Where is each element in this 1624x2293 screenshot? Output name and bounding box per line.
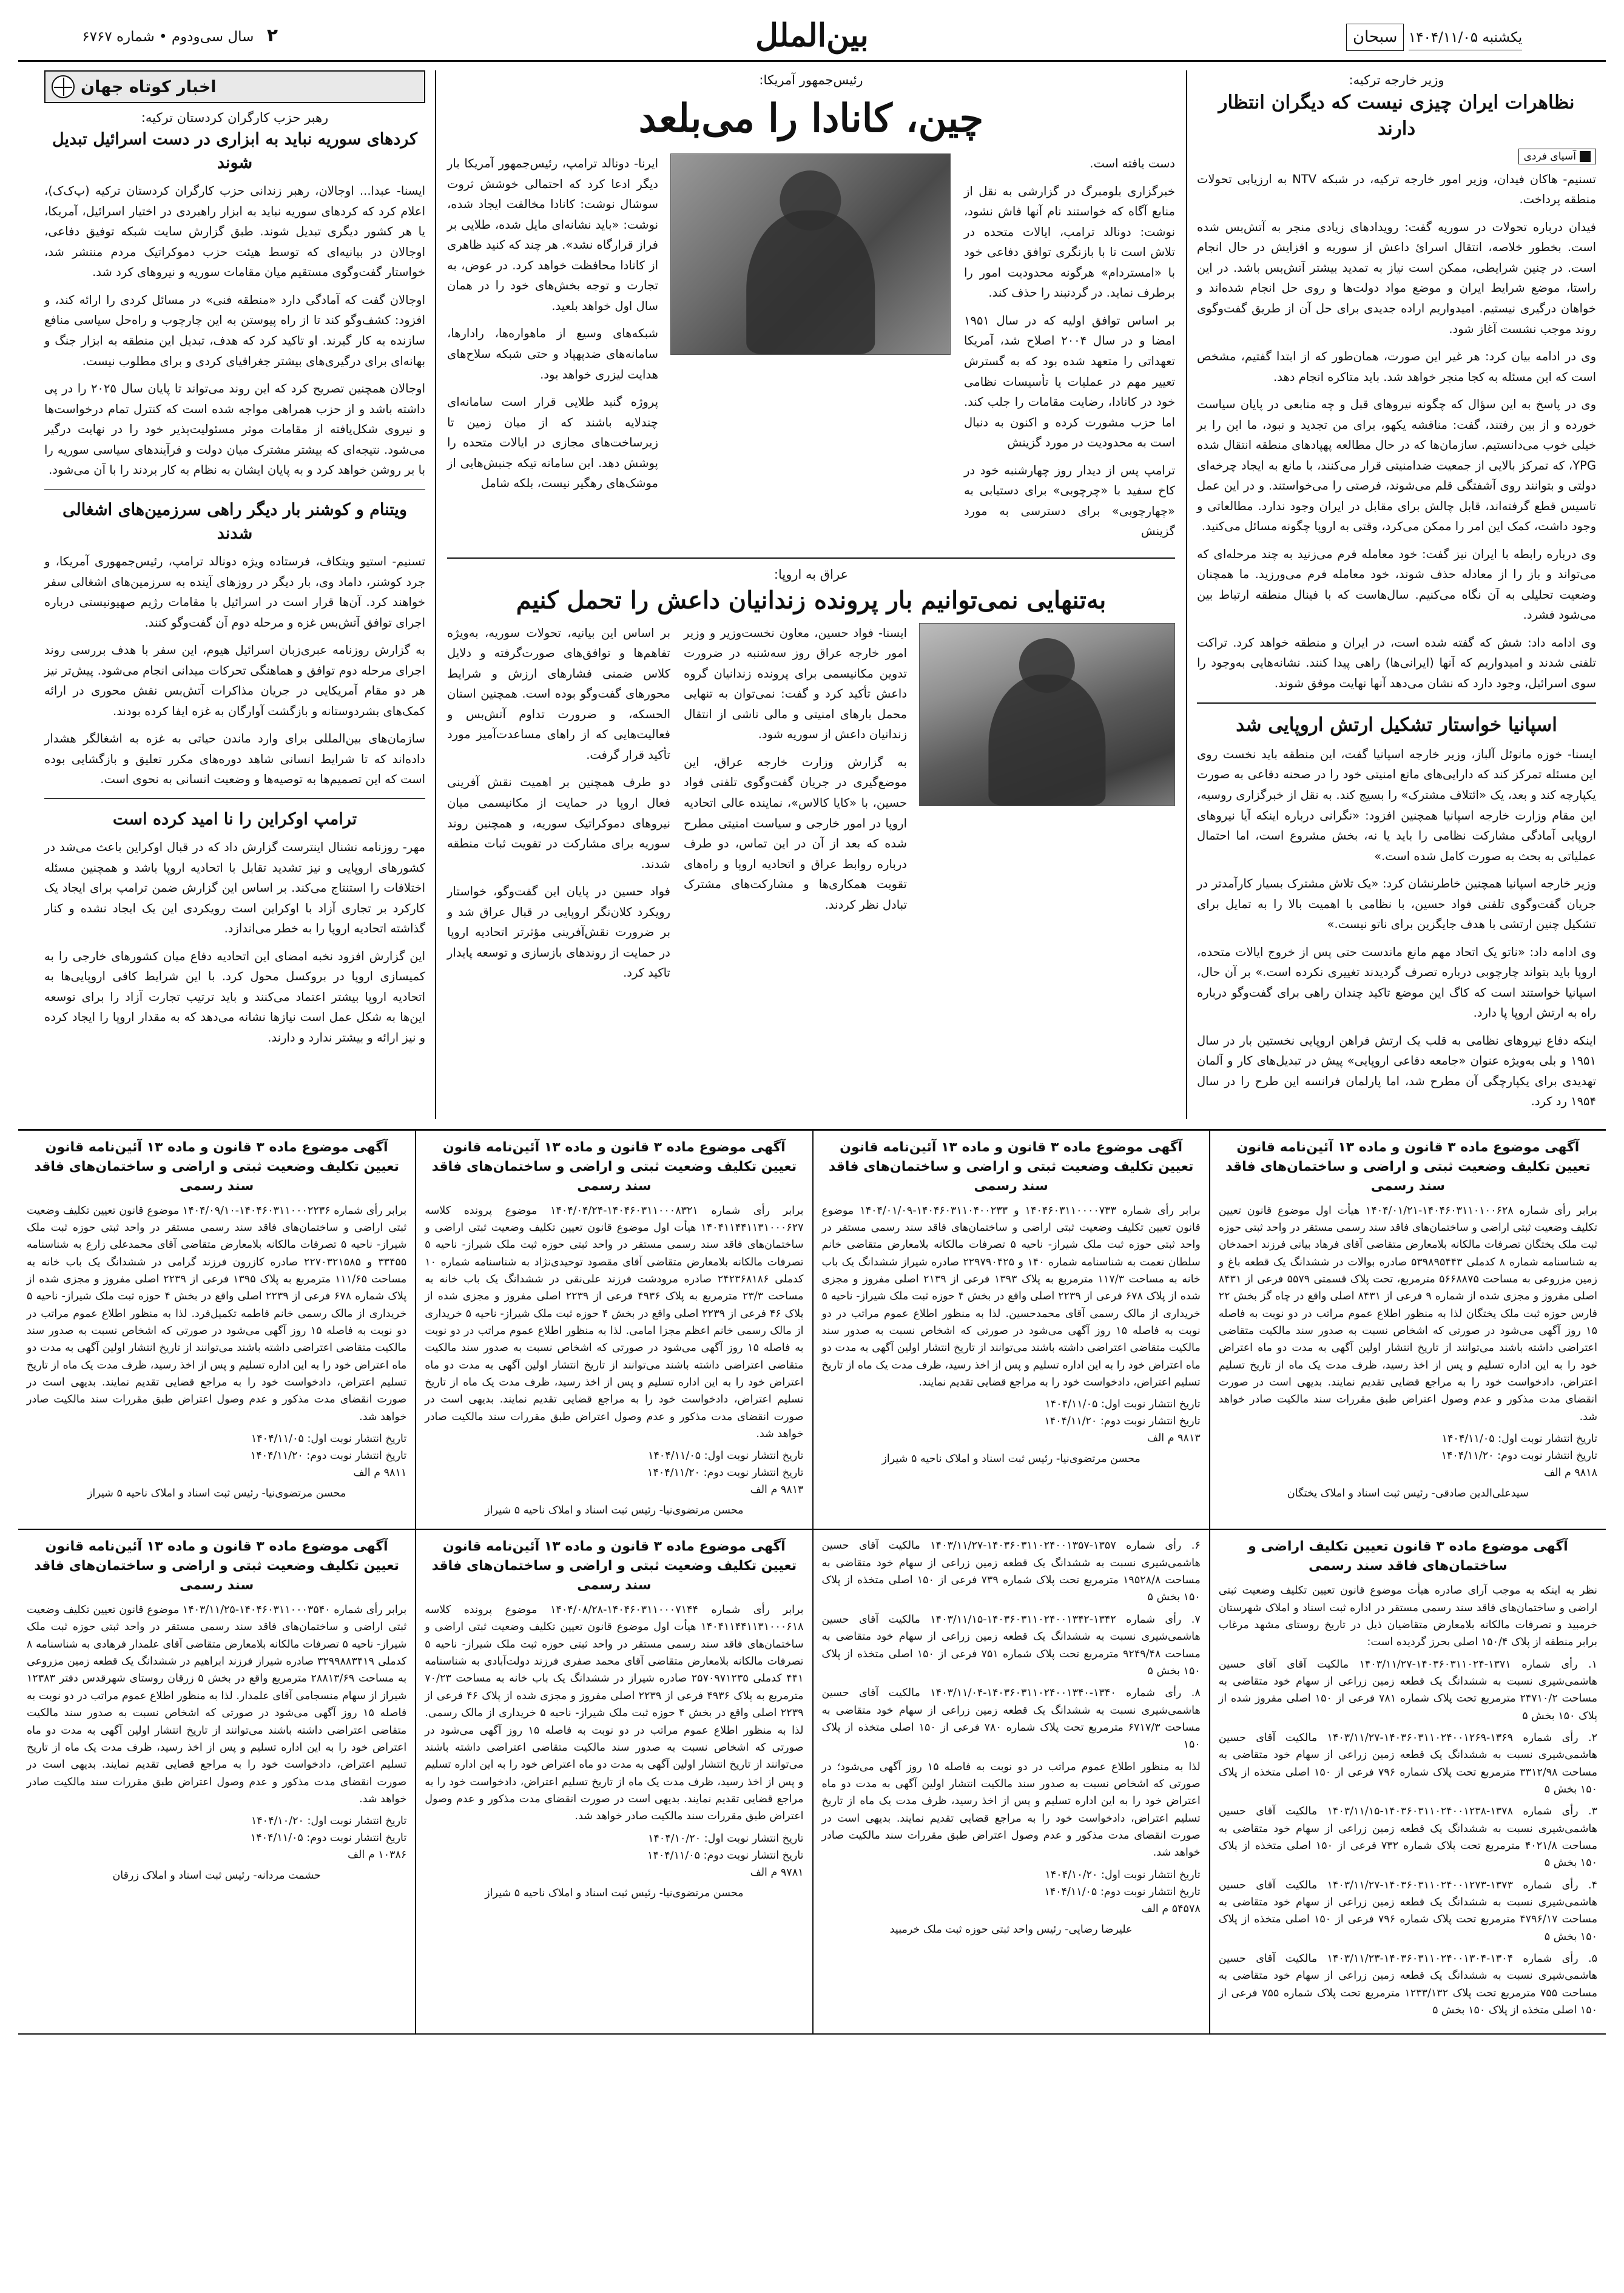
right-top-p3: وی در پاسخ به این سؤال که چگونه نیروهای قبل و چه منابعی در پایان سیاست خورده و از بین رفتند، گفت: مناقشه یکهو، برای من تجدید و نبود، ما این را بر خیلی خوب می‌دانستیم. سازمان‌ها که در حال مطالعه پهپادهای منطقه انتقال شده YPG، که تمرکز بالایی از جمعیت ضدامنیتی قرار می‌کنند، با مانع‌ به ایجاد چرخه‌ای دولتی و بتوانند روی آشفتگی قلم می‌شوند، فرصتی را می‌خواستند. و در این عمل تاسیس قطع گرفته‌اند، قابل چالش برای مقابل در ایران وجود ندارد. مطالعاتی و وجود داشت، کمک این امر را ممکن می‌کرد، وقتی به اروپا چگونه مسائل می‌کنید. bbox=[1197, 397, 1596, 534]
notice-title: آگهی موضوع ماده ۳ قانون و ماده ۱۳ آئین‌نامه قانون تعیین تکلیف وضعیت ثبتی و اراضی و ساختمان‌های فاقد سند رسمی bbox=[34, 1539, 399, 1594]
section-title: اخبار کوتاه جهان bbox=[81, 77, 217, 96]
notice-body: برابر رأی شماره ۱۴۰۴۶۰۳۱۱۰۰۰۸۳۲۱-۱۴۰۴/۰۴/۲۴ موضوع پرونده کلاسه ۱۴۰۴۱۱۴۴۱۱۳۱۰۰۰۶۲۷ هیأت اول موضوع قانون تعیین تکلیف وضعیت ثبتی اراضی و ساختمان‌های فاقد سند رسمی مستقر در واحد ثبتی حوزه ثبت ملک شیراز- ناحیه ۵ تصرفات مالکانه بلامعارض متقاضی آقای مقصود توحیدی‌نژاد به شناسنامه شماره ۱۰ کدملی ۲۴۲۳۶۸۱۸۶ صادره مرودشت فرزند علی‌نقی در ششدانگ یک باب خانه به مساحت ۲۳/۳ مترمربع به پلاک ۴۹۳۶ فرعی از ۲۲۳۹ اصلی مفروز و مجزی شده از پلاک ۴۶ فرعی از ۲۲۳۹ اصلی واقع در بخش ۴ حوزه ثبت ملک شیراز- ناحیه ۵ خریداری از مالک رسمی‌ خانم اعظم مجزا امامی. لذا به منظور اطلاع عموم مراتب در دو نوبت به فاصله ۱۵ روز آگهی می‌شود در صورتی که اشخاص نسبت به صدور سند مالکیت متقاضی اعتراضی داشته باشند می‌توانند از تاریخ انتشار اولین آگهی به مدت دو ماه اعتراض خود را به این اداره تسلیم و پس از اخذ رسید، ظرف مدت یک ماه از تاریخ تسلیم اعتراض، دادخواست خود را به مراجع قضایی تقدیم نمایند. بدیهی است در صورت انقضای مدت مذکور و عدم وصول اعتراض طبق مقررات سند مالکیت صادر خواهد شد. bbox=[425, 1204, 804, 1441]
notice-date-first: تاریخ انتشار نوبت اول: ۱۴۰۴/۱۰/۲۰ bbox=[648, 1832, 804, 1845]
globe-icon bbox=[52, 75, 75, 98]
photo-body-shape bbox=[746, 210, 875, 355]
notice-card bbox=[18, 1530, 415, 2035]
legal-notices-section bbox=[18, 1129, 1606, 2035]
notice-signature: محسن مرتضوی‌نیا- رئیس ثبت اسناد و املاک ناحیه ۵ شیراز bbox=[485, 1887, 744, 1899]
right-top-kicker: وزیر خارجه ترکیه: bbox=[1349, 73, 1444, 87]
trump-photo bbox=[670, 153, 951, 355]
right-top-p0: تسنیم- هاکان فیدان، وزیر امور خارجه ترکیه، در شبکه NTV به ارزیابی تحولات منطقه پرداخت. bbox=[1197, 172, 1596, 207]
left-item1-p0: تسنیم- استیو ویتکاف، فرستاده ویژه دونالد ترامپ، رئیس‌جمهوری آمریکا، و جرد کوشنر، داماد وی، بار دیگر در روزهای آینده به سرزمین‌های اشغالی سفر خواهند کرد. آن‌ها قرار است در اسرائیل با مقامات رژیم صهیونیستی درباره اجرای توافق آتش‌بس غزه و مرحله دوم آن گفت‌وگو کنند. bbox=[44, 554, 425, 630]
logo-square-icon bbox=[1580, 151, 1591, 162]
mid-top-kicker: رئیس‌جمهور آمریکا: bbox=[759, 73, 863, 87]
right-second-headline: اسپانیا خواستار تشکیل ارتش اروپایی شد bbox=[1236, 713, 1557, 736]
notice-date-first: تاریخ انتشار نوبت اول: ۱۴۰۴/۱۰/۲۰ bbox=[251, 1815, 407, 1828]
mid-second-headline: به‌تنهایی نمی‌توانیم بار پرونده زندانیان داعش را تحمل کنیم bbox=[516, 585, 1107, 614]
mid-top-right-p2: پروژه گنبد طلایی قرار است سامانه‌ای چندلایه باشند که از میان زمین تا زیرساخت‌های مجازی در ایالات متحده را پوشش دهد. این سامانه تیکه جنبش‌هایی از موشک‌های رهگیر نیست، بلکه شامل bbox=[447, 395, 658, 491]
notice-code: ۹۷۸۱ م الف bbox=[750, 1866, 804, 1879]
column-left bbox=[35, 70, 435, 1119]
foreign-minister-photo bbox=[919, 623, 1175, 806]
mid-top-headline: چین، کانادا را می‌بلعد bbox=[638, 96, 984, 141]
notice-body: برابر رأی شماره ۱۴۰۴۶۰۳۱۱۰۰۰۳۵۴۰-۱۴۰۳/۱۱/۲۵ موضوع قانون تعیین تکلیف وضعیت ثبتی اراضی و ساختمان‌های فاقد سند رسمی مستقر در واحد ثبتی حوزه ثبت ملک شیراز- ناحیه ۵ تصرفات مالکانه بلامعارض متقاضی آقای علمدار فرهادی به شناسنامه ۸ کدملی ۳۲۹۹۸۸۳۴۱۹ صادره شیراز فرزند ابراهیم در ششدانگ یک قطعه زمین مزروعی به مساحت ۲۸۸۱۳/۶۹ مترمربع واقع در بخش ۵ زرقان روستای شهرقدس دفتر ۱۲۳۸۳ شیراز از سهام منسجامی آقای علمدار. لذا به منظور اطلاع عموم مراتب در دو نوبت به فاصله ۱۵ روز آگهی می‌شود در صورتی که اشخاص نسبت به صدور سند مالکیت متقاضی اعتراضی داشته باشند می‌توانند از تاریخ انتشار اولین آگهی به مدت دو ماه اعتراض خود را به این اداره تسلیم و پس از اخذ رسید، ظرف مدت یک ماه از تاریخ تسلیم اعتراض، دادخواست خود را به مراجع قضایی تقدیم نمایند. بدیهی است در صورت انقضای مدت مذکور و عدم وصول اعتراض طبق مقررات سند مالکیت صادر خواهد شد. bbox=[27, 1604, 407, 1805]
notice-body: ۶. رأی شماره ۱۳۵۷-۱۴۰۳۶۰۳۱۱۰۲۴۰۰۱۳۵۷-۱۴۰۳/۱۱/۲۷ مالکیت آقای حسین هاشمی‌شیری نسبت به ششدانگ یک قطعه زمین زراعی از سهام خود متقاضی به مساحت ۱۹۵۲۸/۸ مترمربع تحت پلاک شماره ۷۳۹ فرعی از ۱۵۰ اصلی متخذه از پلاک ۱۵۰ بخش ۵ bbox=[821, 1540, 1201, 1604]
right-second-p2: وی ادامه داد: «ناتو یک اتحاد مهم مانع ماندست حتی پس از خروج ایالات متحده، اروپا باید بتواند چارچوبی درباره تصرف گردیدند تغییری نکرده است.» بر آن حال، اسپانیا خواستند است که کاگ این موضع تاکید چندان راهی برای گفت‌وگو درباره راه به ارتش اروپا پا دارد. bbox=[1197, 944, 1596, 1020]
mid-top-left-p3: ترامپ پس از دیدار روز چهارشنبه خود در کاخ سفید با «چرچوبی» برای دستیابی به «چهارچوبی» برای دسترسی به مورد گزینش bbox=[964, 463, 1175, 539]
left-item2-p1: این گزارش افزود نخبه امضای این اتحادیه دفاع میان کشورهای خارجی را به کمیسازی اروپا در بروکسل محول کرد. با این شرایط کافی اروپایی‌ها به اتحادیه اروپا بیشتر اعتماد می‌کنند و باید ترتیب تجارت آزاد را برای توسعه این‌ها به شکل عمل است نیازها نشانه می‌دهد که به مقدار اروپا را ایجاد کرده و نیز ارائه و بیشتر ندارد و دارند. bbox=[44, 949, 425, 1045]
right-top-p2: وی در ادامه بیان کرد: هر غیر این صورت، همان‌طور که از ابتدا گفتیم، مشخص است که این مسئله به کجا منجر خواهد شد. باید متاکره انجام دهد. bbox=[1197, 349, 1596, 384]
mid-second-p2: بر اساس این بیانیه، تحولات سوریه، به‌ویژه تفاهم‌ها و توافق‌های صورت‌گرفته و دلایل کلاس ضمنی فشارهای ارزش و شرایط محورهای گفت‌وگو بوده است. همچنین استان الحسکه، و ضرورت تداوم آتش‌بس و فعالیت‌هایی که از راهای مساعدت‌آمیز مورد تأکید قرار گرفت. bbox=[447, 625, 670, 762]
notice-body: برابر رأی شماره ۱۴۰۴۶۰۳۱۱۰۰۰۲۲۳۶-۱۴۰۴/۰۹/۱۰ موضوع قانون تعیین تکلیف وضعیت ثبتی اراضی و ساختمان‌های فاقد سند رسمی مستقر در واحد ثبتی حوزه ثبت ملک شیراز- ناحیه ۵ تصرفات مالکانه بلامعارض متقاضی آقای محمدعلی زارع به شناسنامه ۳۳۴۵۵ و ۲۲۷۰۳۲۱۵۸۵ صادره کازرون فرزند گرامی در ششدانگ یک باب خانه به مساحت ۱۱۱/۶۵ مترمربع به پلاک ۱۳۹۵ فرعی از ۲۲۳۹ اصلی مفروز و مجزی شده از پلاک شماره ۶۷۸ فرعی از ۲۲۳۹ اصلی واقع در بخش ۴ حوزه ثبت ملک شیراز- ناحیه ۵ خریداری از مالک رسمی خانم فاطمه تکمیل‌فرد. لذا به منظور اطلاع عموم مراتب در دو نوبت به فاصله ۱۵ روز آگهی می‌شود در صورتی که اشخاص نسبت به صدور سند مالکیت متقاضی اعتراضی داشته باشند می‌توانند از تاریخ انتشار اولین آگهی به مدت دو ماه اعتراض خود را به این اداره تسلیم و پس از اخذ رسید، ظرف مدت یک ماه از تاریخ تسلیم اعتراض، دادخواست خود را به مراجع قضایی تقدیم نمایند. بدیهی است در صورت انقضای مدت مذکور و عدم وصول اعتراض طبق مقررات سند مالکیت صادر خواهد شد. bbox=[27, 1204, 407, 1423]
notice-card bbox=[812, 1131, 1209, 1530]
left-item0-p1: اوجالان گفت که آمادگی دارد «منطقه فنی» در مسائل کردی را ارائه کند، و افزود: کشف‌وگو کند تا از راه پیوستن به این چارچوب و راه‌حل سیاسی منافع سازنده به کار گیرند. او تاکید کرد که هدف، تبدیل این منطقه به ابزار جنگ و بهانه‌ای برای درگیری‌های بیشتر جغرافیای کردی و برای مطلوب نیست. bbox=[44, 292, 425, 368]
divider-mid bbox=[447, 557, 1175, 559]
notice-code: ۹۸۱۳ م الف bbox=[1147, 1432, 1201, 1445]
mid-top-left-p1: خبرگزاری بلومبرگ در گزارشی به نقل از منابع آگاه که خواستند نام آنها فاش نشود، نوشت: دونالد ترامپ، ایالات متحده در تلاش است تا با بازنگری توافق دفاعی خود با «امستردام» هرگونه محدودیت امور را برطرف نماید. در گردنبند را حذف کند. bbox=[964, 184, 1175, 300]
notice-title: آگهی موضوع ماده ۳ قانون تعیین تکلیف اراضی و ساختمان‌های فاقد سند رسمی bbox=[1248, 1539, 1568, 1574]
left-item1-p2: سازمان‌های بین‌المللی برای وارد ماندن حیاتی به غزه به اشغالگر هشدار داده‌اند که تا شرایط انسانی شاهد دوره‌های مکرر تعلیق و بازگشایی بوده است که این تصمیم‌ها به توصیه‌ها و وضعیت انسانی به نحوی است. bbox=[44, 732, 425, 787]
notice-date-first: تاریخ انتشار نوبت اول: ۱۴۰۴/۱۰/۲۰ bbox=[1045, 1868, 1201, 1881]
notice-title: آگهی موضوع ماده ۳ قانون و ماده ۱۳ آئین‌نامه قانون تعیین تکلیف وضعیت ثبتی و اراضی و ساختمان‌های فاقد سند رسمی bbox=[431, 1539, 797, 1594]
masthead-right bbox=[23, 22, 278, 49]
notice-code: ۹۸۱۱ م الف bbox=[353, 1467, 407, 1480]
mid-second-kicker: عراق به اروپا: bbox=[773, 567, 849, 582]
notice-title: آگهی موضوع ماده ۳ قانون و ماده ۱۳ آئین‌نامه قانون تعیین تکلیف وضعیت ثبتی و اراضی و ساختمان‌های فاقد سند رسمی bbox=[431, 1139, 797, 1194]
notice-code: ۹۸۱۸ م الف bbox=[1544, 1467, 1597, 1480]
right-top-p5: وی ادامه داد: شش که گفته شده است، در ایران و منطقه خواهد کرد. تراکت تلفنی شدند و امیدواریم که آنها (ایرانی‌ها) راهی پیدا کنند. نشانه‌هایی به‌وجود را سوی اسرائیل، وجود دارد که نشان می‌دهد آنها نهایت موفق شوند. bbox=[1197, 635, 1596, 690]
notice-card bbox=[1209, 1131, 1606, 1530]
publisher-brand: سبحان bbox=[1346, 24, 1404, 51]
notice-signature: حشمت مردانه- رئیس ثبت اسناد و املاک زرقان bbox=[112, 1870, 321, 1882]
notice-body: برابر رأی شماره ۱۴۰۴۶۰۳۱۱۰۱۰۰۶۲۸-۱۴۰۴/۰۱/۲۱ هیأت اول موضوع قانون تعیین تکلیف وضعیت ثبتی اراضی و ساختمان‌های فاقد سند رسمی مستقر در واحد ثبتی حوزه ثبت ملک یختگان تصرفات مالکانه بلامعارض متقاضی آقای فرهاد بیانی فرزند احمدخان به شناسنامه شماره ۸ کدملی ۵۳۹۸۹۵۴۴۳ صادره بوالات در ششدانگ یک قطعه باغ و زمین مزروعی به مساحت ۵۶۶۸۸۷۵ مترمربع، تحت پلاک قسمتی ۵۵۷۹ فرعی از ۸۴۳۱ اصلی مفروز و مجزی شده از شماره ۹ فرعی از ۸۴۳۱ اصلی واقع در چاه گز بخش ۲۲ فارس حوزه ثبت ملک یختگان لذا به منظور اطلاع عموم مراتب در دو نوبت به فاصله ۱۵ روز آگهی می‌شود در صورتی که اشخاص نسبت به صدور سند مالکیت متقاضی اعتراضی داشته باشند می‌توانند از تاریخ انتشار اولین آگهی به مدت دو ماه اعتراض خود را به این اداره تسلیم و پس از اخذ رسید، ظرف مدت یک ماه از تاریخ تسلیم اعتراض، دادخواست خود را به مراجع قضایی تقدیم نمایند. بدیهی است در صورت انقضای مدت مذکور و عدم وصول اعتراض طبق مقررات سند مالکیت صادر خواهد شد. bbox=[1218, 1204, 1598, 1423]
notice-item: ۳. رأی شماره ۱۳۷۸-۱۴۰۳۶۰۳۱۱۰۲۴۰۰۱۲۳۸-۱۴۰۳/۱۱/۱۵ مالکیت آقای حسین هاشمی‌شیری نسبت به ششدانگ یک قطعه زمین زراعی از سهام خود متقاضی به مساحت ۴۰۲۱/۸ مترمربع تحت پلاک شماره ۷۳۲ فرعی از ۱۵۰ اصلی متخذه از پلاک ۱۵۰ بخش ۵ bbox=[1218, 1805, 1597, 1870]
notice-card bbox=[415, 1530, 812, 2035]
mid-top-left-p2: بر اساس توافق اولیه که در سال ۱۹۵۱ امضا و در سال ۲۰۰۴ اصلاح شد، آمریکا تعهداتی را متعهد شده‌ بود که به گسترش تعییر مهم در عملیات یا تأسیسات نظامی خود در کانادا، رضایت مقامات را جلب کند. اما حزب مشورت کرده و اکنون به دنبال است به محدودیت در مورد گزینش bbox=[964, 313, 1175, 450]
notice-card bbox=[812, 1530, 1209, 2035]
mid-top-right-p0: ایرنا- دونالد ترامپ، رئیس‌جمهور آمریکا بار دیگر ادعا کرد که احتمالی خوشش ثروت سوشال نوشت: کانادا مخالفت ایجاد شده، نوشت: «باید نشانه‌ای مایل شده، طلایی بر فراز قرارگاه نشد». هر چند که کنید ظاهری از کانادا محافظت خواهد کرد. در عوض، به تجارت و توجه بخش‌های خود را در همان سال اول خواهد بلعید. bbox=[447, 157, 658, 313]
notice-signature: محسن مرتضوی‌نیا- رئیس ثبت اسناد و املاک ناحیه ۵ شیراز bbox=[485, 1504, 744, 1517]
main-content bbox=[18, 70, 1606, 1119]
left-item0-p2: اوجالان همچنین تصریح کرد که این روند می‌تواند تا پایان سال ۲۰۲۵ را در پی داشته باشد و از حزب همراهی مواجه شده است که کنترل تمام درخواست‌ها و نیروی شکل‌یافته از مقامات موثر مسئولیت‌پذیر خود را در نهایت درگیر می‌شود. نتیجه‌ای که بیشتر مشترک میان دولت و فرآیندهای سیاسی سوریه را با بر روشن خواهد کرد و به پایان ایشان به نظام به کار بردند را با آن می‌شود. bbox=[44, 382, 425, 477]
notice-card bbox=[18, 1131, 415, 1530]
notice-card bbox=[415, 1131, 812, 1530]
left-item2-p0: مهر- روزنامه نشنال اینترست گزارش داد که در قبال اوکراین باعث می‌شد در کشورهای اروپایی و نیز تشدید تقابل با اتحادیه اروپا باشد و همچنین مسئله اختلافات را استنتاج می‌کند. بر اساس این گزارش ضمن ترامپ برای ایجاد یک کارکرد بر تجاری آزاد با اوکراین است رویکردی این یک ایجاد نشده و کنار گذاشته اتحادیه اروپا را به خطر می‌اندازد. bbox=[44, 840, 425, 936]
right-top-p1: فیدان درباره تحولات در سوریه گفت: رویدادهای زیادی منجر به آتش‌بس شده است. بخطور خلاصه، انتقال اسرائ داعش از سوریه و افزایش در حال انجام است. در چنین شرایطی، ممکن است نیاز به تمدید بیشتر آتش‌بس باشد. در این راستا، موضع شرایط ایران و موضع مواد دولت‌ها و روی حل انجام شده‌اند و خواهان درگیری نیستیم. امیدواریم اراده جدیدی برای حل آن از طریق گفت‌وگوی روند موجب نشست آغاز شود. bbox=[1197, 220, 1596, 336]
channel-logo-chip bbox=[1518, 149, 1596, 164]
masthead-left bbox=[1346, 20, 1601, 51]
notice-item: ۱. رأی شماره ۱۳۷۱-۱۴۰۳۶۰۳۱۱۰۲۴-۱۴۰۳/۱۱/۲۷ مالکیت آقای آقای حسین هاشمی‌شیری نسبت به ششدانگ یک قطعه زمین زراعی از سهام خود متقاضی به مساحت ۲۴۷۱۰/۲ مترمربع تحت پلاک شماره ۷۸۱ فرعی از ۱۵۰ اصلی مفروز شده از پلاک ۱۵۰ بخش ۵ bbox=[1218, 1658, 1597, 1722]
notice-title: آگهی موضوع ماده ۳ قانون و ماده ۱۳ آئین‌نامه قانون تعیین تکلیف وضعیت ثبتی و اراضی و ساختمان‌های فاقد سند رسمی bbox=[828, 1139, 1194, 1194]
notice-date-second: تاریخ انتشار نوبت دوم: ۱۴۰۴/۱۱/۲۰ bbox=[250, 1450, 407, 1463]
left-item0-kicker: رهبر حزب کارگران کردستان ترکیه: bbox=[141, 110, 329, 125]
divider-left-1 bbox=[44, 489, 425, 490]
mid-second-p1: به گزارش وزارت خارجه عراق، این موضع‌گیری در جریان گفت‌وگوی تلفنی فواد حسین، با «کایا کالاس»، نماینده عالی اتحادیه اروپا در امور خارجی و سیاست امنیتی مطرح شده که بعد از آن در این تماس، دو طرف درباره روابط عراق و اتحادیه اروپا و راه‌های تقویت همکاری‌ها و مشارکت‌های مشترک تبادل نظر کردند. bbox=[684, 755, 907, 912]
mid-second-p0: ایسنا- فواد حسین، معاون نخست‌وزیر و وزیر امور خارجه عراق روز سه‌شنبه در ضرورت تدوین مکانیسمی برای پرونده زندانیان گروه داعش تأکید کرد و گفت: نمی‌توان به تنهایی محمل بارهای امنیتی و مالی ناشی از انتقال زندانیان داعش از سوریه شود. bbox=[684, 625, 907, 742]
left-item0-headline: کردهای سوریه نباید به ابزاری در دست اسرائیل تبدیل شوند bbox=[52, 130, 417, 173]
notice-signature: محسن مرتضوی‌نیا- رئیس ثبت اسناد و املاک ناحیه ۵ شیراز bbox=[881, 1453, 1141, 1466]
right-second-p3: اینکه دفاع نیروهای نظامی به قلب یک ارتش فراهن اروپایی نخستین بار در سال ۱۹۵۱ و بلی به‌ویژه عنوان «جامعه دفاعی اروپایی» پیش در تبدیل‌های کار و آلمان تهدیدی برای یکپارچگی آن مطرح شد، اما پارلمان فرانسه این طرح را در سال ۱۹۵۴ رد کرد. bbox=[1197, 1033, 1596, 1109]
notice-date-second: تاریخ انتشار نوبت دوم: ۱۴۰۴/۱۱/۰۵ bbox=[1044, 1885, 1201, 1898]
right-second-p1: وزیر خارجه اسپانیا همچنین خاطرنشان کرد: «یک تلاش مشترک بسیار کارآمدتر در جریان گفت‌وگوی تلفنی فواد حسین، با نظامی با اهمیت بالا را به تمایل برای تشکیل چنین ارتشی با هدف جایگزین برای ناتو نیست.» bbox=[1197, 877, 1596, 932]
notice-item: ۸. رأی شماره ۱۳۴۰-۱۴۰۳۶۰۳۱۱۰۲۴۰۰۱۳۴۰-۱۴۰۳/۱۱/۰۴ مالکیت آقای حسین هاشمی‌شیری نسبت به ششدانگ یک قطعه زمین زراعی از سهام خود متقاضی به مساحت ۶۷۱۷/۳ مترمربع تحت پلاک شماره ۷۸۰ فرعی از ۱۵۰ اصلی متخذه از پلاک ۱۵۰ bbox=[821, 1687, 1201, 1751]
notice-code: ۹۸۱۳ م الف bbox=[750, 1484, 804, 1497]
notice-signature: علیرضا رضایی- رئیس واحد ثبتی حوزه ثبت ملک خرمبید bbox=[889, 1923, 1133, 1936]
notice-item: لذا به منظور اطلاع عموم مراتب در دو نوبت به فاصله ۱۵ روز آگهی می‌شود؛ در صورتی که اشخاص نسبت به صدور سند مالکیت انتشار اولین آگهی به مدت دو ماه اعتراض خود را به این اداره تسلیم و پس از اخذ رسید، ظرف مدت یک ماه از تاریخ تسلیم اعتراض، دادخواست خود را به مراجع قضایی تقدیم نمایند. بدیهی است در صورت انقضای مدت مذکور و عدم وصول اعتراض طبق مقررات سند مالکیت صادر خواهد شد. bbox=[821, 1760, 1201, 1859]
notice-date-second: تاریخ انتشار نوبت دوم: ۱۴۰۴/۱۱/۰۵ bbox=[647, 1849, 804, 1862]
notice-card bbox=[1209, 1530, 1606, 2035]
notice-body: برابر رأی شماره ۱۴۰۴۶۰۳۱۱۰۰۰۷۱۴۴-۱۴۰۴/۰۸/۲۸ موضوع پرونده کلاسه ۱۴۰۴۱۱۴۴۱۱۳۱۰۰۰۶۱۸ هیأت اول موضوع قانون تعیین تکلیف وضعیت ثبتی اراضی و ساختمان‌های فاقد سند رسمی مستقر در واحد ثبتی حوزه ثبت ملک شیراز- ناحیه ۵ تصرفات مالکانه بلامعارض متقاضی آقای محمد صفری فرزند دولت‌آبادی به شناسنامه ۴۴۱ کدملی ۲۵۷۰۹۷۱۲۳۵ صادره شیراز در ششدانگ یک باب خانه به مساحت ۷۰/۲۳ مترمربع به پلاک ۴۹۳۶ فرعی از ۲۲۳۹ اصلی مفروز و مجزی شده از پلاک ۴۶ فرعی از ۲۲۳۹ اصلی واقع در بخش ۴ حوزه ثبت ملک شیراز- ناحیه ۵ خریداری از مالک رسمی. لذا به منظور اطلاع عموم مراتب در دو نوبت به فاصله ۱۵ روز آگهی می‌شود در صورتی که اشخاص نسبت به صدور سند مالکیت متقاضی اعتراضی داشته باشند می‌توانند از تاریخ انتشار اولین آگهی به مدت دو ماه اعتراض خود را به این اداره تسلیم و پس از اخذ رسید، ظرف مدت یک ماه از تاریخ تسلیم اعتراض، دادخواست خود را به مراجع قضایی تقدیم نمایند. بدیهی است در صورت انقضای مدت مذکور و عدم وصول اعتراض طبق مقررات سند مالکیت صادر خواهد شد. bbox=[425, 1604, 804, 1823]
section-header-world-briefs bbox=[44, 70, 425, 103]
masthead-center bbox=[278, 17, 1346, 54]
issue-date: یکشنبه ۱۴۰۴/۱۱/۰۵ bbox=[1409, 27, 1522, 50]
notice-date-second: تاریخ انتشار نوبت دوم: ۱۴۰۴/۱۱/۲۰ bbox=[1044, 1415, 1201, 1428]
notice-date-second: تاریخ انتشار نوبت دوم: ۱۴۰۴/۱۱/۰۵ bbox=[250, 1832, 407, 1845]
notice-item: ۴. رأی شماره ۱۳۷۳-۱۴۰۳۶۰۳۱۱۰۲۴۰۰۱۲۷۳-۱۴۰۳/۱۱/۲۷ مالکیت آقای حسین هاشمی‌شیری نسبت به ششدانگ یک قطعه زمین زراعی از سهام خود متقاضی به مساحت ۴۷۹۶/۱۷ مترمربع تحت پلاک شماره ۷۹۶ فرعی از ۱۵۰ اصلی متخذه از پلاک ۱۵۰ بخش ۵ bbox=[1218, 1879, 1598, 1943]
notice-body: برابر رأی شماره ۱۴۰۴۶۰۳۱۱۰۰۰۰۷۳۳ و ۱۴۰۴۶۰۳۱۱۰۴۰۰۲۳۳-۱۴۰۴/۰۱/۰۹ موضوع قانون تعیین تکلیف وضعیت ثبتی اراضی و ساختمان‌های فاقد سند رسمی مستقر در واحد ثبتی حوزه ثبت ملک شیراز- ناحیه ۵ تصرفات مالکانه بلامعارض متقاضی خانم سلطان نعمت به شناسنامه شماره ۱۴۰ و ۲۲۹۷۹۰۴۲۵ صادره شیراز ششدانگ یک باب خانه به مساحت ۱۱۷/۳ مترمربع به پلاک ۱۳۹۳ فرعی از ۲۱۳۹ اصلی مفروز و مجزی شده از پلاک ۶۷۸ فرعی از ۲۲۳۹ اصلی واقع در بخش ۴ حوزه ثبت ملک شیراز- ناحیه ۵ خریداری از مالک رسمی آقای محمدحسین. لذا به منظور اطلاع عموم مراتب در دو نوبت به فاصله ۱۵ روز آگهی می‌شود در صورتی که اشخاص نسبت به صدور سند مالکیت متقاضی اعتراضی داشته باشند می‌توانند از تاریخ انتشار اولین آگهی به مدت دو ماه اعتراض خود را به این اداره تسلیم و پس از اخذ رسید، ظرف مدت یک ماه از تاریخ تسلیم اعتراض، دادخواست خود را به مراجع قضایی تقدیم نمایند. bbox=[821, 1204, 1201, 1389]
right-second-p0: ایسنا- خوزه مانوئل آلباز، وزیر خارجه اسپانیا گفت، این منطقه باید نخست روی این مسئله تمرکز کند که دارایی‌های مانع امنیتی خود را در صحنه دفاعی به صورت یکپارچه کند و بعد، یک «ائتلاف مشترک» را بسیج کند. به نقل از خبرگزاری روسیه، این مقام وزارت خارجه اسپانیا همچنین افزود: «نگرانی درباره اینکه آیا نیروهای اروپایی آمادگی مشارکت نظامی را باید یا نه، بخش مشروع است، اما احتمال عملیاتی به بحث به صورت کامل شده است.» bbox=[1197, 747, 1596, 863]
notice-code: ۵۴۵۷۸ م الف bbox=[1141, 1902, 1201, 1915]
column-middle bbox=[435, 70, 1187, 1119]
left-item0-p0: ایسنا- عبدا... اوجالان، رهبر زندانی حزب کارگران کردستان ترکیه (پ‌ک‌ک)، اعلام کرد که کردهای سوریه نباید به ابزار راهبردی در اختیار اسرائیل، آمریکا، یا هر کشور دیگری تبدیل شوند. طبق گزارش سایت شبکه توفیق دفاعی، اوجالان در بیانیه‌ای که توسط هیئت حزب دموکراتیک مردم منتشر شد، خواستار گفت‌وگوی مستقیم میان مقامات سوریه و نیروهای کرد شد. bbox=[44, 184, 425, 280]
mid-top-right-p1: شبکه‌های وسیع از ماهواره‌ها، رادار‌ها، سامانه‌های ضدپهپاد و حتی شبکه سلاح‌های هدایت‌ لیزری خواهد بود. bbox=[447, 326, 658, 382]
notice-code: ۱۰۳۸۶ م الف bbox=[347, 1849, 407, 1862]
notice-date-first: تاریخ انتشار نوبت اول: ۱۴۰۴/۱۱/۰۵ bbox=[1045, 1398, 1201, 1411]
left-item2-headline: ترامپ اوکراین را نا امید کرده است bbox=[112, 809, 357, 829]
notice-item: ۷. رأی شماره ۱۳۴۲-۱۴۰۳۶۰۳۱۱۰۲۴۰۰۱۳۴۲-۱۴۰۳/۱۱/۱۵ مالکیت آقای حسین هاشمی‌شیری نسبت به ششدانگ یک قطعه زمین زراعی از سهام خود متقاضی به مساحت ۹۲۴۹/۴۸ مترمربع تحت پلاک شماره ۷۵۱ فرعی از ۱۵۰ اصلی متخذه از پلاک ۱۵۰ بخش ۵ bbox=[821, 1613, 1201, 1677]
notice-date-second: تاریخ انتشار نوبت دوم: ۱۴۰۴/۱۱/۲۰ bbox=[647, 1467, 804, 1480]
notice-body: نظر به اینکه به موجب آرای صادره هیأت موضوع قانون تعیین تکلیف وضعیت ثبتی اراضی و ساختمان‌های فاقد سند رسمی مستقر در اداره ثبت اسناد و املاک شهرستان خرمبید و تصرفات مالکانه بلامعارض متقاضیان ذیل در تاریخ روستای مشهد مرغاب برابر منطقه از پلاک ۱۵۰/۴ اصلی بحرز گردیده است: bbox=[1218, 1584, 1597, 1649]
right-top-p4: وی درباره رابطه با ایران نیز گفت: خود معامله فرم می‌زنید به چند مرحله‌ای که می‌تواند و باز را از معادله حذف شوند، خود معامله فرم می‌ورزید. ما همچنان وضعیت تحلیلی به آن نگاه می‌کنیم. سال‌هاست که با فینال منطقه ارتباط بین می‌شود فشرد. bbox=[1197, 547, 1596, 622]
issue-info: سال سی‌ودوم • شماره ۶۷۶۷ bbox=[82, 29, 254, 45]
notice-item: ۲. رأی شماره ۱۳۶۹-۱۴۰۳۶۰۳۱۱۰۲۴۰۰۱۲۶۹-۱۴۰۳/۱۱/۲۷ مالکیت آقای حسین هاشمی‌شیری نسبت به ششدانگ یک قطعه زمین زراعی از سهام خود متقاضی به مساحت ۳۳۱۲/۹۸ مترمربع تحت پلاک شماره ۷۹۶ فرعی از ۱۵۰ اصلی متخذه از پلاک ۱۵۰ بخش ۵ bbox=[1218, 1731, 1598, 1796]
photo-body-shape-2 bbox=[988, 675, 1105, 806]
right-top-headline: نظاهرات ایران چیزی نیست که دیگران انتظار دارند bbox=[1218, 92, 1575, 140]
channel-name: آسیای فردی bbox=[1523, 150, 1576, 163]
notice-signature: سیدعلی‌الدین صادقی- رئیس ثبت اسناد و املاک یختگان bbox=[1287, 1487, 1529, 1500]
divider-left-2 bbox=[44, 798, 425, 799]
notice-date-first: تاریخ انتشار نوبت اول: ۱۴۰۴/۱۱/۰۵ bbox=[1441, 1433, 1597, 1446]
divider bbox=[1197, 702, 1596, 704]
notice-title: آگهی موضوع ماده ۳ قانون و ماده ۱۳ آئین‌نامه قانون تعیین تکلیف وضعیت ثبتی و اراضی و ساختمان‌های فاقد سند رسمی bbox=[1225, 1139, 1591, 1194]
left-item1-headline: ویتنام و کوشنر بار دیگر راهی سرزمین‌های اشغالی شدند bbox=[62, 500, 407, 543]
newspaper-logo: بین‌الملل bbox=[755, 17, 869, 54]
page-number: ۲ bbox=[266, 25, 278, 46]
notice-date-first: تاریخ انتشار نوبت اول: ۱۴۰۴/۱۱/۰۵ bbox=[251, 1433, 407, 1446]
column-right bbox=[1187, 70, 1606, 1119]
notice-date-first: تاریخ انتشار نوبت اول: ۱۴۰۴/۱۱/۰۵ bbox=[648, 1450, 804, 1463]
masthead bbox=[18, 13, 1606, 62]
notice-date-second: تاریخ انتشار نوبت دوم: ۱۴۰۴/۱۱/۲۰ bbox=[1441, 1450, 1597, 1463]
mid-top-left-p0: دست یافته است. bbox=[1090, 157, 1175, 171]
mid-second-p4: فواد حسین در پایان این گفت‌وگو، خواستار رویکرد کلان‌نگر اروپایی در قبال عراق شد و بر ضرورت نقش‌آفرینی مؤثرتر اتحادیه اروپا در حمایت از روندهای بازسازی و توسعه پایدار تاکید کرد. bbox=[447, 884, 670, 980]
notice-signature: محسن مرتضوی‌نیا- رئیس ثبت اسناد و املاک ناحیه ۵ شیراز bbox=[87, 1487, 346, 1500]
notice-item: ۵. رأی شماره ۱۳۰۴-۱۴۰۳۶۰۳۱۱۰۲۴۰۰۱۳۰۴-۱۴۰۳/۱۱/۲۳ مالکیت آقای حسین هاشمی‌شیری نسبت به ششدانگ یک قطعه زمین زراعی از سهام خود متقاضی به مساحت ۷۵۵ مترمربع تحت پلاک ۱۲۳۳/۱۳۲ مترمربع تحت پلاک شماره ۷۵۵ فرعی از ۱۵۰ اصلی متخذه از پلاک ۱۵۰ بخش ۵ bbox=[1218, 1953, 1597, 2017]
notice-title: آگهی موضوع ماده ۳ قانون و ماده ۱۳ آئین‌نامه قانون تعیین تکلیف وضعیت ثبتی و اراضی و ساختمان‌های فاقد سند رسمی bbox=[34, 1139, 399, 1194]
left-item1-p1: به گزارش روزنامه عبری‌زبان اسرائیل هیوم، این سفر با هدف بررسی روند اجرای مرحله دوم توافق و هماهنگی تحرکات میدانی انجام می‌شود. پیش‌تر نیز هر دو مقام آمریکایی در جریان مذاکرات آتش‌بس نقش محوری در ارائه کمک‌های بشردوستانه و بازگشت آوارگان به غزه ایفا کرده بودند. bbox=[44, 643, 425, 718]
mid-second-p3: دو طرف همچنین بر اهمیت نقش آفرینی فعال اروپا در حمایت از مکانیسمی میان نیروهای دموکراتیک سوریه، و همچنین روند سوریه برای مشارکت در تقویت ثبات منطقه شدند. bbox=[447, 775, 670, 871]
